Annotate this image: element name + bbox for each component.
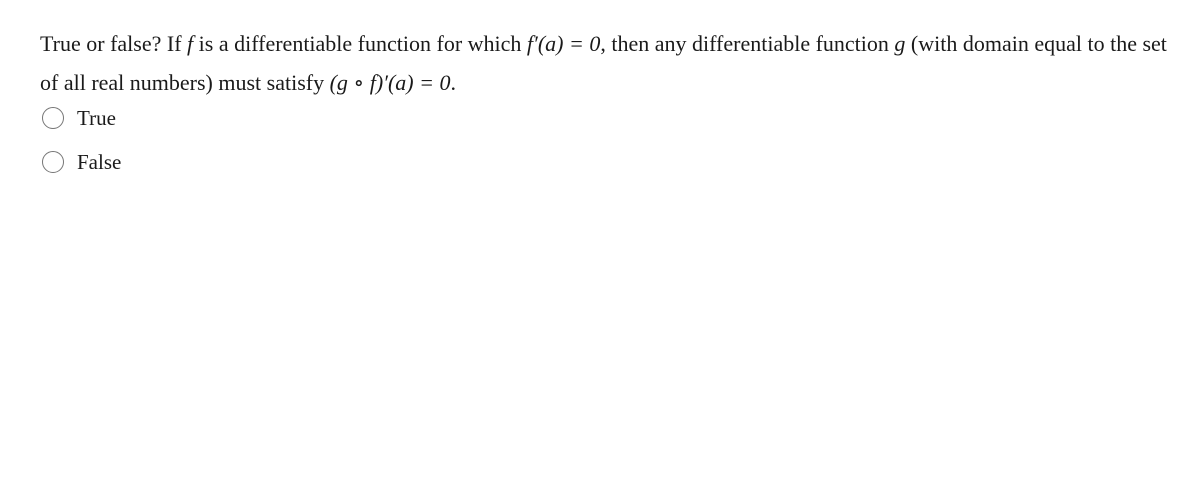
derivative-expression: f′(a) = 0: [526, 31, 601, 56]
question-text-part1: True or false? If: [40, 31, 188, 56]
function-f: f: [187, 31, 194, 56]
option-false-label[interactable]: False: [77, 150, 122, 174]
question-text-part2: is a differentiable function for which: [193, 31, 527, 56]
question-text: [40, 24, 1180, 102]
option-true-label[interactable]: True: [77, 106, 116, 130]
composition-derivative-expression: (g ∘ f)′(a) = 0: [329, 70, 451, 95]
radio-false[interactable]: [42, 151, 64, 173]
option-false[interactable]: [40, 145, 121, 179]
question-text-part3: , then any differentiable function: [600, 31, 895, 56]
function-g: g: [894, 31, 906, 56]
question-text-part4: (with domain equal to the set of all real numbers) must satisfy: [40, 31, 1167, 95]
question-text-part5: .: [450, 70, 456, 95]
option-true[interactable]: [40, 101, 121, 135]
answer-options: [40, 101, 121, 189]
radio-true[interactable]: [42, 107, 64, 129]
